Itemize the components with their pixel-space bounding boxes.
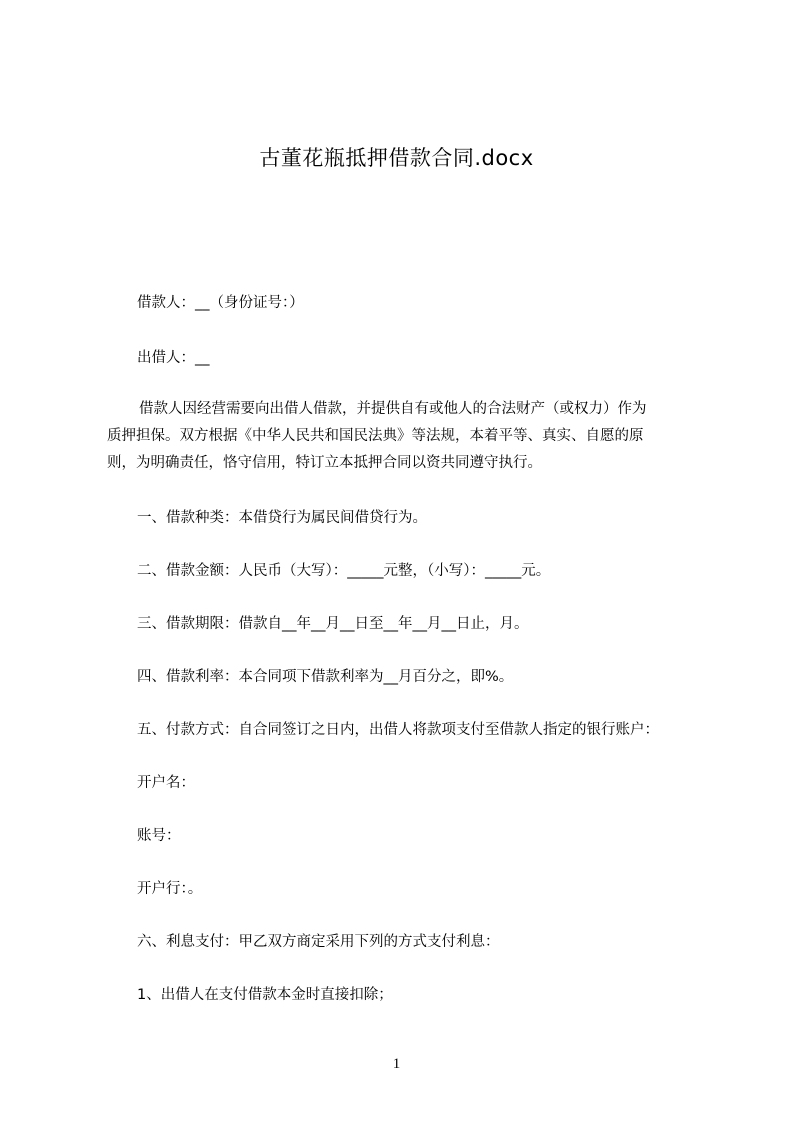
lender-line: 出借人：__ bbox=[137, 350, 210, 366]
intro-line: 质押担保。双方根据《中华人民共和国民法典》等法规，本着平等、真实、自愿的原 bbox=[107, 428, 644, 444]
clause-interest-rate: 四、借款利率：本合同项下借款利率为__月百分之，即%。 bbox=[137, 669, 514, 685]
intro-line: 借款人因经营需要向出借人借款，并提供自有或他人的合法财产（或权力）作为 bbox=[139, 401, 647, 417]
intro-paragraph bbox=[107, 396, 707, 477]
page-number: 1 bbox=[392, 1056, 401, 1072]
clause-interest-payment: 六、利息支付：甲乙双方商定采用下列的方式支付利息： bbox=[137, 934, 500, 950]
clause-loan-amount: 二、借款金额：人民币（大写）：_____元整，（小写）：_____元。 bbox=[137, 563, 551, 579]
clause-payment-method: 五、付款方式：自合同签订之日内，出借人将款项支付至借款人指定的银行账户： bbox=[137, 722, 659, 738]
interest-option-1: 1、出借人在支付借款本金时直接扣除； bbox=[137, 987, 393, 1003]
bank-name-line: 开户行：。 bbox=[137, 881, 203, 897]
document-title: 古董花瓶抵押借款合同.docx bbox=[259, 146, 534, 170]
account-number-line: 账号： bbox=[137, 828, 181, 844]
intro-line: 则，为明确责任，恪守信用，特订立本抵押合同以资共同遵守执行。 bbox=[107, 455, 542, 471]
account-name-line: 开户名： bbox=[137, 775, 195, 791]
borrower-line: 借款人：__（身份证号：） bbox=[137, 295, 304, 311]
clause-loan-type: 一、借款种类：本借贷行为属民间借贷行为。 bbox=[137, 510, 427, 526]
clause-loan-term: 三、借款期限：借款自__年__月__日至__年__月__日止，月。 bbox=[137, 616, 529, 632]
